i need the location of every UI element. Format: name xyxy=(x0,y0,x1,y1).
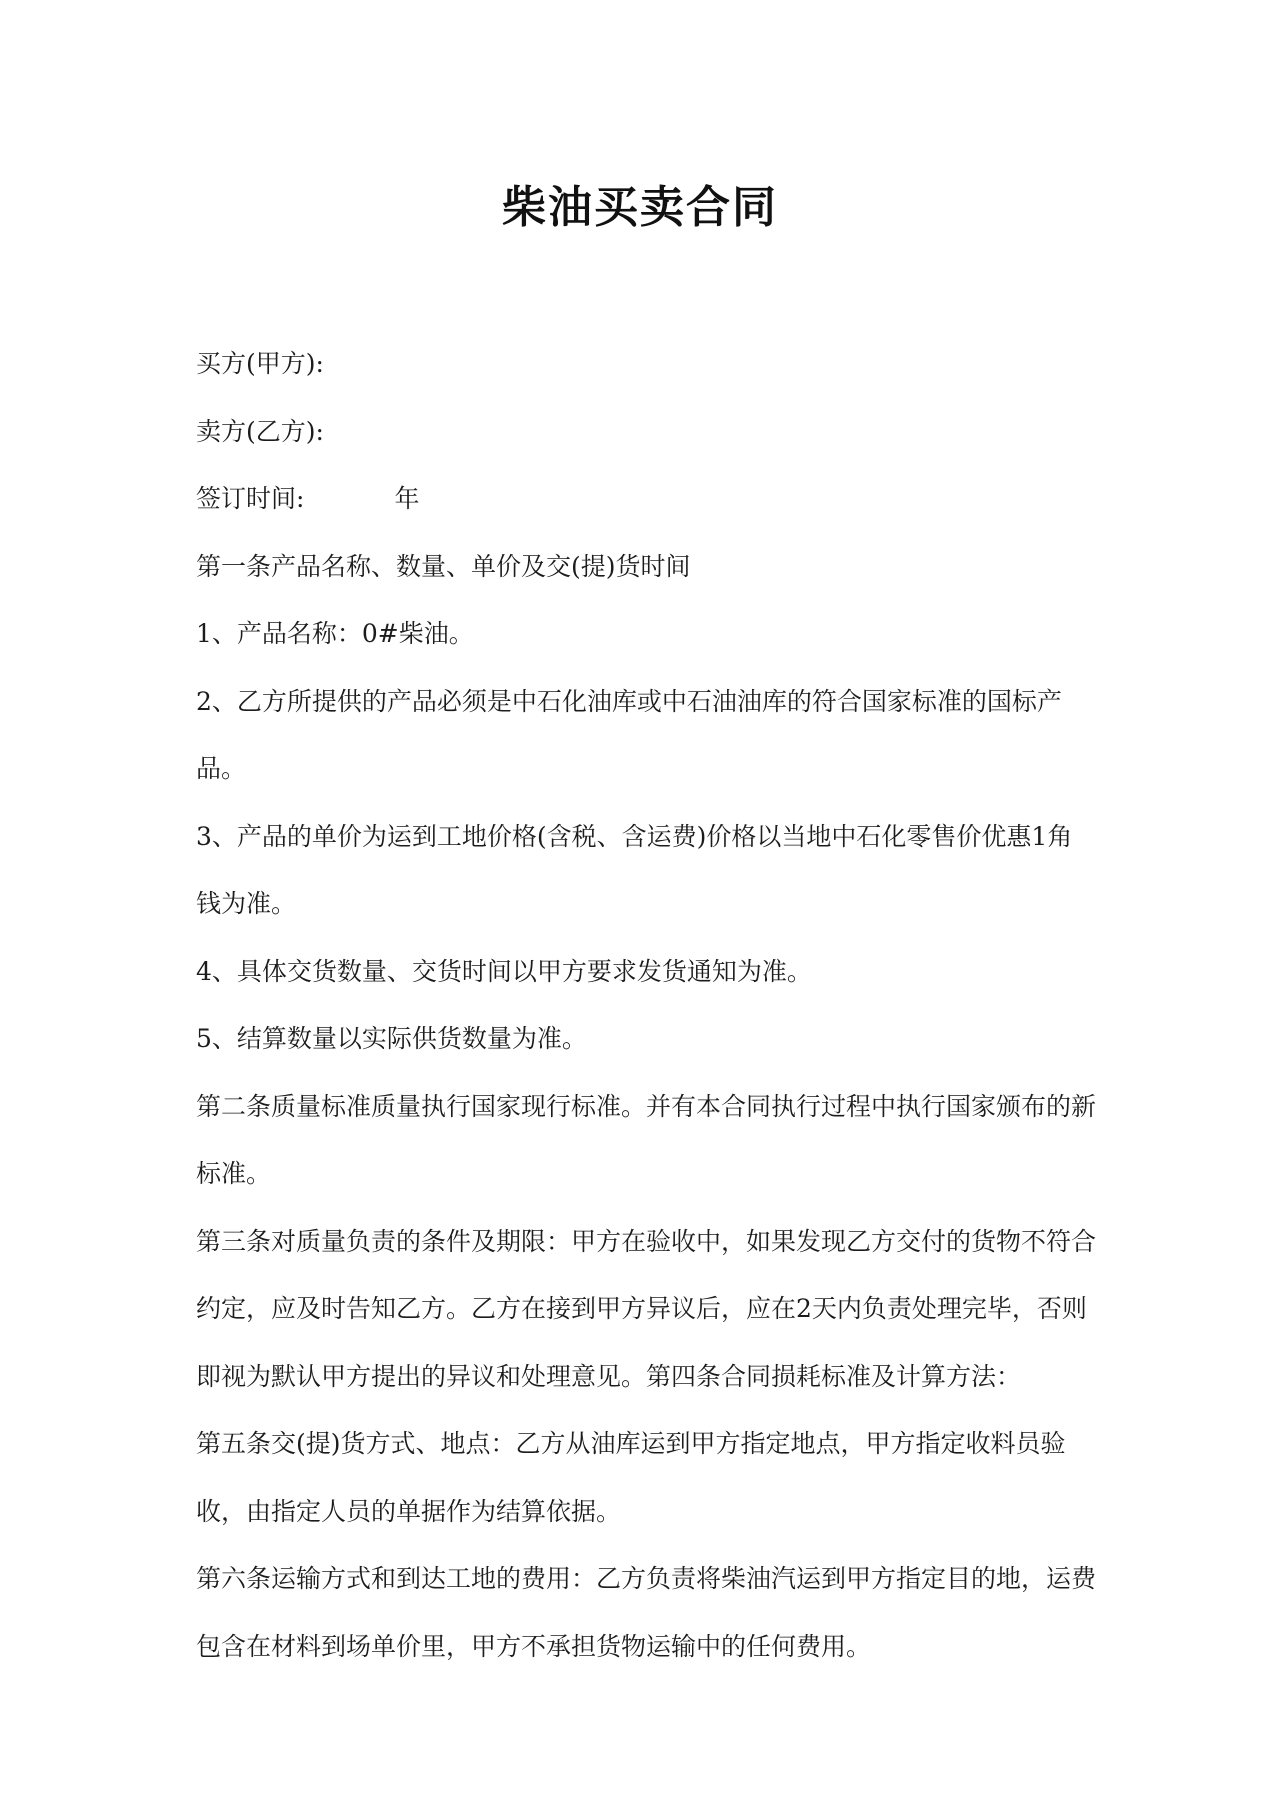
sign-time-line xyxy=(196,465,1096,533)
sign-time-year: 年 xyxy=(394,484,420,513)
document-body xyxy=(196,330,1096,1680)
article-1-heading: 第一条产品名称、数量、单价及交(提)货时间 xyxy=(196,551,691,581)
buyer-line: 买方(甲方): xyxy=(196,349,324,378)
article-2: 第二条质量标准质量执行国家现行标准。并有本合同执行过程中执行国家颁布的新标准。 xyxy=(196,1091,1097,1188)
article-3-4: 第三条对质量负责的条件及期限：甲方在验收中，如果发现乙方交付的货物不符合约定，应及时告知乙方。乙方在接到甲方异议后，应在2天内负责处理完毕，否则即视为默认甲方提出的异议和处理意见。第四条合同损耗标准及计算方法： xyxy=(196,1226,1097,1391)
document-title: 柴油买卖合同 xyxy=(502,182,778,233)
clause-1-4: 4、具体交货数量、交货时间以甲方要求发货通知为准。 xyxy=(196,956,812,986)
clause-1-1: 1、产品名称：0#柴油。 xyxy=(196,619,474,648)
sign-time-label: 签订时间: xyxy=(196,484,305,513)
article-5: 第五条交(提)货方式、地点：乙方从油库运到甲方指定地点，甲方指定收料员验收，由指定人员的单据作为结算依据。 xyxy=(196,1429,1066,1526)
seller-line: 卖方(乙方): xyxy=(196,416,324,446)
clause-1-3: 3、产品的单价为运到工地价格(含税、含运费)价格以当地中石化零售价优惠1角钱为准。 xyxy=(196,821,1073,918)
clause-1-5: 5、结算数量以实际供货数量为准。 xyxy=(196,1024,587,1053)
article-6: 第六条运输方式和到达工地的费用：乙方负责将柴油汽运到甲方指定目的地，运费包含在材料到场单价里，甲方不承担货物运输中的任何费用。 xyxy=(196,1564,1097,1661)
clause-1-2: 2、乙方所提供的产品必须是中石化油库或中石油油库的符合国家标准的国标产品。 xyxy=(196,686,1062,783)
